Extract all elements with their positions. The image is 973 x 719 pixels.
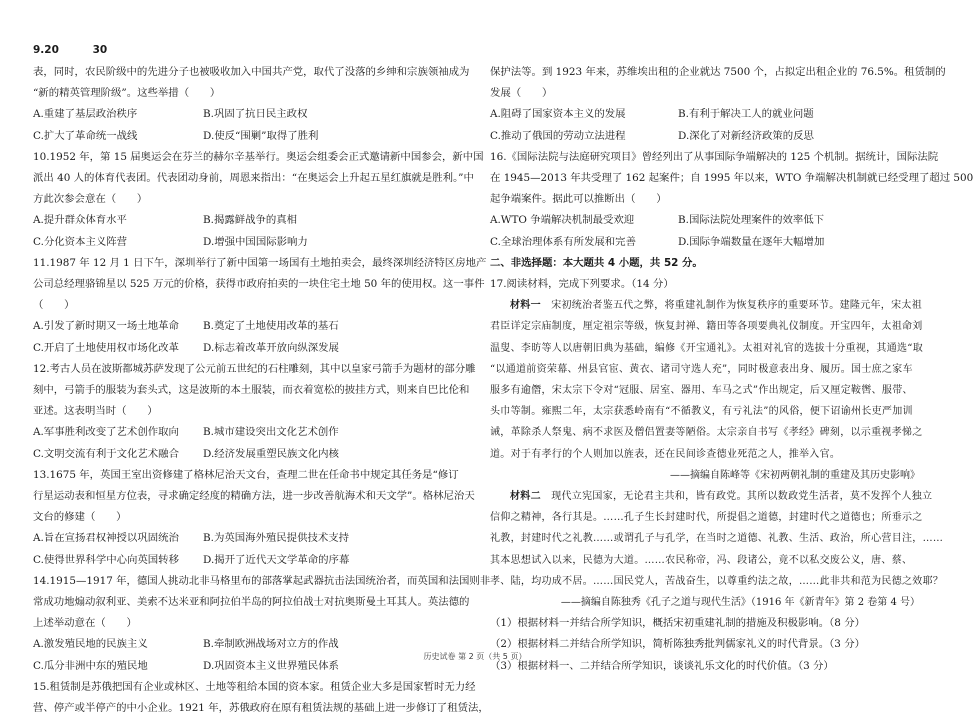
- question-line: 刻中，弓箭手的服装为套头式，这是波斯的本土服装，而衣着宽松的披挂方式，则来自巴比伦和: [33, 384, 470, 397]
- option-d: D.深化了对新经济政策的反思: [678, 129, 814, 142]
- question-line: 12.考古人员在波斯都城苏萨发现了公元前五世纪的石柱雕刻，其中以皇家弓箭手为题材的部分雕: [33, 362, 476, 375]
- material-label: 材料一: [510, 300, 541, 312]
- option-b: B.有利于解决工人的就业问题: [678, 108, 814, 121]
- page-footer: 历史试卷 第 2 页（共 5 页）: [423, 652, 527, 661]
- question-12: [33, 359, 476, 465]
- material-line: 道。对于有孝行的个人则加以旌表，还在民间诊查德业死范之人，推举入官。: [490, 448, 841, 460]
- option-a: A.阻碍了国家资本主义的发展: [490, 108, 626, 121]
- option-row: [490, 210, 920, 231]
- requirement: （1）根据材料一并结合所学知识，概括宋初重建礼制的措施及积极影响。（8 分）: [490, 617, 865, 630]
- option-c: C.分化资本主义阵营: [33, 235, 128, 248]
- question-line: 起争端案件。据此可以推断出（ ）: [490, 193, 667, 206]
- option-row: [33, 550, 473, 571]
- material-source: ——摘编自陈峰等《宋初两朝礼制的重建及其历史影响》: [670, 469, 920, 481]
- question-13: [33, 465, 473, 571]
- option-row: [33, 316, 473, 337]
- option-d: D.经济发展重塑民族文化内核: [203, 447, 339, 460]
- option-b: B.奠定了土地使用改革的基石: [203, 320, 339, 333]
- material-source: ——摘编自陈独秀《孔子之道与现代生活》（1916 年《新青年》第 2 卷第 4 号）: [560, 597, 920, 609]
- material-line: 材料一 宋初统治者鉴五代之弊，将重建礼制作为恢复秩序的重要环节。建隆元年，宋太祖: [510, 300, 923, 312]
- header-number: 30: [92, 44, 108, 56]
- material-line: 信仰之精神，各行其是。……孔子生长封建时代，所提倡之道德，封建时代之道德也；所垂示之: [490, 512, 923, 524]
- header-date: 9.20: [33, 44, 59, 56]
- option-c: C.开启了土地使用权市场化改革: [33, 341, 179, 354]
- question-15-end: [490, 62, 946, 147]
- question-line: 在 1945—2013 年共受理了 162 起案件；自 1995 年以来，WTO 争端解决机制就已经受理了超过 500: [490, 172, 973, 185]
- right-column: [490, 62, 973, 677]
- question-line: 保护法等。到 1923 年来，苏维埃出租的企业就达 7500 个，占拟定出租企业的 76.5%。租赁制的: [490, 66, 946, 78]
- option-b: B.巩固了抗日民主政权: [203, 108, 308, 121]
- question-line: 发展（ ）: [490, 87, 553, 100]
- material-line: 君臣详定宗庙制度，厘定祖宗等级，恢复封禅、籍田等各项要典礼仪制度。开宝四年，太祖命刘: [490, 321, 923, 333]
- question-9: [33, 62, 473, 147]
- material-line: 孝、陆，均功成不居。……国民党人，苦战奋生，以尊重约法之故，……此非共和范为民德之效耶？: [490, 575, 944, 587]
- option-c: C.扩大了革命统一战线: [33, 129, 138, 142]
- question-line: 表，同时，农民阶级中的先进分子也被吸收加入中国共产党，取代了没落的乡绅和宗族领袖成为: [33, 66, 470, 78]
- question-15-start: [33, 677, 489, 719]
- question-line: 公司总经理骆锦星以 525 万元的价格，获得市政府拍卖的一块住宅土地 50 年的使用权。这一事件: [33, 278, 485, 291]
- requirement: （3）根据材料一、二并结合所学知识，谈谈礼乐文化的时代价值。（3 分）: [490, 659, 834, 672]
- option-c: C.推动了俄国的劳动立法进程: [490, 129, 626, 142]
- option-d: D.使反“围剿”取得了胜利: [203, 129, 319, 142]
- option-b: B.为英国海外殖民提供技术支持: [203, 532, 350, 545]
- option-d: D.标志着改革开放向纵深发展: [203, 341, 339, 354]
- option-d: D.巩固资本主义世界殖民体系: [203, 659, 339, 672]
- question-line: 上述举动意在（ ）: [33, 617, 137, 630]
- option-b: B.国际法院处理案件的效率低下: [678, 214, 825, 227]
- material-line: 其本思想试入以来，民德为大道。……农民称帝，冯、段诸公，竟不以私交废公义，唐、蔡、: [490, 554, 913, 566]
- option-c: C.瓜分非洲中东的殖民地: [33, 659, 148, 672]
- option-row: [33, 444, 473, 465]
- option-row: [33, 104, 473, 125]
- question-line: 13.1675 年，英国王室出资修建了格林尼治天文台，查理二世在任命书中规定其任务是“修订: [33, 468, 459, 481]
- option-row: [33, 210, 473, 231]
- option-a: A.提升群众体育水平: [33, 214, 127, 227]
- option-row: [33, 232, 473, 253]
- question-11: [33, 253, 487, 359]
- question-line: 行星运动表和恒星方位表，寻求确定经度的精确方法，进一步改善航海术和天文学”。格林尼治天: [33, 490, 475, 503]
- material-line: 头巾等制。雍熙二年，太宗获悉岭南有“不循教义，有亏礼法”的风俗，便下诏谕州长吏严加训: [490, 406, 913, 418]
- option-c: C.全球治理体系有所发展和完善: [490, 235, 636, 248]
- option-a: A.旨在宣扬君权神授以巩固统治: [33, 532, 179, 545]
- option-row: [490, 232, 920, 253]
- material-line: 诫，革除杀人祭鬼、病不求医及僧侣置妻等陋俗。太宗亲自书写《孝经》碑刻，以示重视孝悌之: [490, 427, 923, 439]
- question-line: 派出 40 人的体育代表团。代表团动身前，周恩来指出：“在奥运会上升起五星红旗就是胜利。”中: [33, 172, 474, 185]
- option-a: A.引发了新时期又一场土地革命: [33, 320, 179, 333]
- option-a: A.WTO 争端解决机制最受欢迎: [490, 214, 635, 227]
- question-line: 15.租赁制是苏俄把国有企业或林区、土地等租给本国的资本家。租赁企业大多是国家暂时无力经: [33, 680, 476, 693]
- material-line: 礼教，封建时代之礼教……或谓孔子与孔学，在当时之道德、礼教、生活、政治，所心营目注，……: [490, 533, 944, 545]
- option-row: [33, 422, 473, 443]
- option-a: A.军事胜利改变了艺术创作取向: [33, 426, 179, 439]
- question-line: 常成功地煽动叙利亚、美索不达米亚和阿拉伯半岛的阿拉伯战士对抗奥斯曼土耳其人。英法德的: [33, 596, 470, 609]
- question-line: 11.1987 年 12 月 1 日下午，深圳举行了新中国第一场国有土地拍卖会，最终深圳经济特区房地产: [33, 256, 487, 269]
- question-10: [33, 147, 484, 253]
- option-b: B.揭露鲜战争的真相: [203, 214, 298, 227]
- material-line: 服多有逾僭，宋太宗下令对“冠服、居室、器用、车马之式”作出规定，后又厘定鞍辔、服带、: [490, 385, 913, 397]
- option-row: [33, 528, 473, 549]
- option-b: B.城市建设突出文化艺术创作: [203, 426, 339, 439]
- material-label: 材料二: [510, 491, 541, 503]
- option-c: C.文明交流有利于文化艺术融合: [33, 447, 179, 460]
- option-row: [490, 126, 920, 147]
- option-row: [490, 104, 920, 125]
- requirement: （2）根据材料二并结合所学知识，简析陈独秀批判儒家礼义的时代背景。（3 分）: [490, 638, 865, 651]
- question-stem: 17.阅读材料，完成下列要求。（14 分）: [490, 278, 674, 291]
- material-line: 温叟、李昉等人以唐朝旧典为基础，编修《开宝通礼》。太祖对礼官的选拔十分重视，其通选“取: [490, 342, 924, 354]
- material-line: 材料二 现代立宪国家，无论君主共和，皆有政党。其所以数政党生活者，莫不发挥个人独立: [510, 491, 933, 503]
- question-line: 方此次参会意在（ ）: [33, 193, 148, 206]
- question-line: 亚述。这表明当时（ ）: [33, 405, 158, 418]
- option-a: A.重建了基层政治秩序: [33, 108, 138, 121]
- page-header: [33, 44, 107, 56]
- question-line: 10.1952 年，第 15 届奥运会在芬兰的赫尔辛基举行。奥运会组委会正式邀请新中国参会，新中国: [33, 150, 484, 163]
- question-17: [490, 274, 944, 677]
- question-line: 16.《国际法院与法庭研究项目》曾经列出了从事国际争端解决的 125 个机制。据统计，国际法院: [490, 150, 939, 163]
- option-a: A.激发殖民地的民族主义: [33, 638, 148, 651]
- option-row: [33, 126, 473, 147]
- question-line: 文台的修建（ ）: [33, 511, 127, 524]
- section-title: 二、非选择题：本大题共 4 小题，共 52 分。: [490, 256, 703, 269]
- question-line: 14.1915—1917 年，德国人挑动北非马格里布的部落掌起武器抗击法国统治者，而英国和法国则非: [33, 574, 491, 587]
- option-d: D.增强中国国际影响力: [203, 235, 308, 248]
- option-c: C.使得世界科学中心向英国转移: [33, 553, 179, 566]
- option-d: D.揭开了近代天文学革命的序幕: [203, 553, 350, 566]
- option-b: B.牵制欧洲战场对立方的作战: [203, 638, 339, 651]
- question-16: [490, 147, 973, 253]
- question-line: 营、停产或半停产的中小企业。1921 年，苏俄政府在原有租赁法规的基础上进一步修订了租赁法，: [33, 702, 489, 715]
- question-line: （ ）: [33, 299, 75, 312]
- material-line: “以通道前资荣幕、州县官宦、黄衣、诸司守选人充”，同时极意表出身、履历。国士庶之家车: [490, 363, 913, 375]
- option-row: [33, 338, 473, 359]
- option-d: D.国际争端数量在逐年大幅增加: [678, 235, 825, 248]
- question-line: “新的精英管理阶级”。这些举措（ ）: [33, 87, 221, 100]
